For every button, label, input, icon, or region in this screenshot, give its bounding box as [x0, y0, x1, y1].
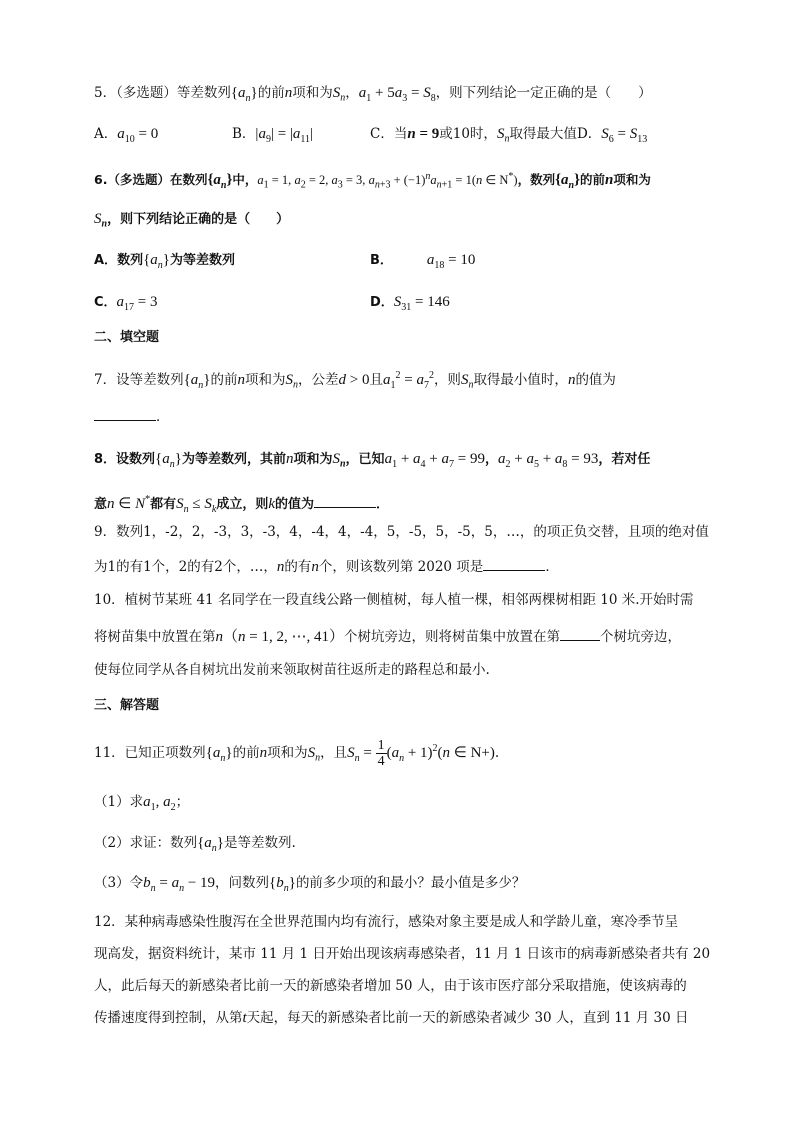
question-12-line3: 人，此后每天的新感染者比前一天的新感染者增加 50 人，由于该市医疗部分采取措施，使该病毒的 [94, 978, 687, 994]
q11-sub3: （3）令$b_n = a_n - 19$，问数列$\{b_n\}$的前多少项的和最小？最小值是多少？ [94, 875, 526, 894]
q5-text: 项和为 [292, 85, 333, 101]
q6-option-d: D．$S_{31} = 146$ [370, 294, 450, 313]
question-12-line2: 现高发，据资料统计，某市 11 月 1 日开始出现该病毒感染者，11 月 1 日该市的病毒新感染者共有 20 [94, 946, 711, 962]
q6-option-c: C．$a_{17} = 3$ [94, 294, 158, 313]
question-10-line3: 使每位同学从各自树坑出发前来领取树苗往返所走的路程总和最小. [94, 662, 490, 678]
question-11-stem: 11．已知正项数列$\{a_n\}$的前n项和为$S_n$，且$S_n$ = $\frac{1}{4}$ $(a_n + 1)^2(n$ ∈ N+). [94, 738, 500, 769]
q8-answer-blank[interactable] [314, 493, 376, 508]
question-8-stem: 8．设数列$\{a_n\}$为等差数列，其前n项和为$S_n$，已知$a_1 + a_4 + a_7 = 99$，$a_2 + a_5 + a_8 = 93$，若对任 [94, 451, 651, 470]
q5-option-c: C．当n = 9或10时，$S_n$取得最大值D．$S_6 = S_{13}$ [370, 126, 648, 145]
math-seq-an: $\{a_n\}$ [230, 85, 258, 104]
question-12-line1: 12．某种病毒感染性腹泻在全世界范围内均有流行，感染对象主要是成人和学龄儿童，寒冷季节呈 [94, 914, 679, 930]
q5-text: 5．（多选题）等差数列 [94, 85, 231, 101]
q5-text: 的前 [257, 85, 285, 101]
q5-option-a: A．$a_{10} = 0$ [94, 126, 159, 145]
q5-text: ，则下列结论一定正确的是（ ） [435, 85, 652, 101]
question-6-stem-line2: $S_n$，则下列结论正确的是（ ） [94, 211, 290, 230]
q11-sub1: （1）求$a_1$, $a_2$； [94, 794, 190, 813]
q10-answer-blank[interactable] [560, 626, 600, 641]
question-12-line4: 传播速度得到控制，从第t天起，每天的新感染者比前一天的新感染者减少 30 人，直到 11 月 30 日 [94, 1010, 689, 1026]
section-answer-title: 三、解答题 [94, 698, 160, 713]
q6-option-b: B． $a_{18} = 10$ [370, 252, 476, 271]
q9-answer-blank[interactable] [483, 556, 545, 571]
question-8-stem-line2: 意n ∈ N*都有$S_n \le S_k$成立，则k的值为 ． [94, 494, 390, 515]
q11-sub2: （2）求证：数列$\{a_n\}$是等差数列. [94, 835, 296, 854]
q5-option-b: B．$|a_9| = |a_{11}|$ [232, 126, 314, 145]
question-9-line2: 为1的有1个，2的有2个，…，n的有n个，则该数列第 2020 项是 ． [94, 556, 706, 577]
question-7-stem: 7．设等差数列$\{a_n\}$的前n项和为$S_n$，公差d > 0且$a_1^2 = a_7^2$，则$S_n$取得最小值时，n的值为 [94, 370, 616, 391]
question-9-line1: 9．数列1，-2，2，-3，3，-3，4，-4，4，-4，5，-5，5，-5，5，…，的项正负交替，且项的绝对值 [94, 524, 709, 540]
question-6-stem: 6.（多选题）在数列$\{a_n\}$中，$a_1 = 1$, $a_2 = 2$, $a_3 = 3$, $a_{n+3} + (-1)^na_{n+1} = 1(n$ ∈ N*)，数列$\{a_n\}$的前n项和为 [94, 171, 651, 192]
q6-option-a: A．数列$\{a_n\}$为等差数列 [94, 252, 235, 271]
question-5-stem: 5．（多选题）等差数列$\{a_n\}$的前n项和为$S_n$，$a_1 + 5a_3 = S_8$，则下列结论一定正确的是（ ） [94, 85, 652, 104]
section-fill-in-title: 二、填空题 [94, 330, 160, 345]
fraction-one-quarter: $\frac{1}{4}$ [377, 738, 385, 769]
question-10-line1: 10．植树节某班 41 名同学在一段直线公路一侧植树，每人植一棵，相邻两棵树相距 10 米.开始时需 [94, 592, 694, 608]
q7-answer-blank[interactable] [94, 406, 156, 421]
math-condition: $a_1 + 5a_3 = S_8$ [358, 85, 436, 104]
question-10-line2: 将树苗集中放置在第n（n = 1, 2, ⋯, 41）个树坑旁边，则将树苗集中放置在第 个树坑旁边， [94, 626, 706, 647]
q5-option-d-label: D． [576, 126, 602, 142]
question-7-answer-line: ． [94, 406, 706, 427]
